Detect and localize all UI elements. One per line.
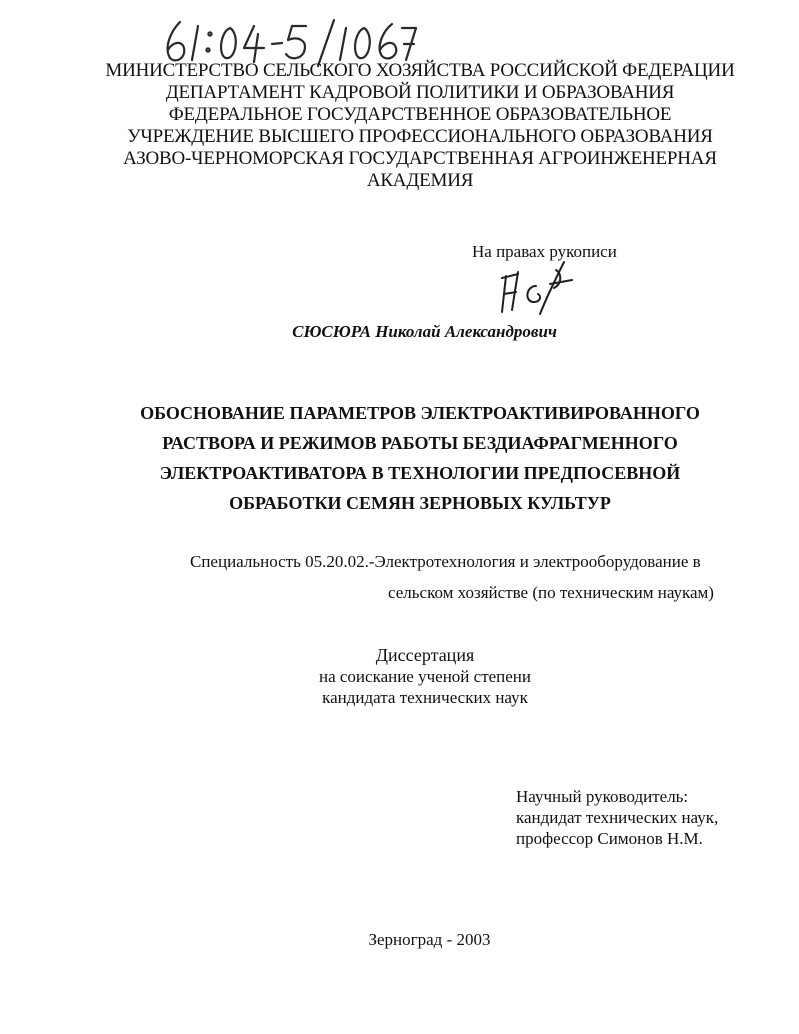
advisor-name: профессор Симонов Н.М. xyxy=(516,829,703,848)
dissertation-type-block xyxy=(225,645,625,708)
handwritten-signature xyxy=(496,258,576,318)
city-year-footer: Зерноград - 2003 xyxy=(368,930,491,949)
dissertation-title xyxy=(60,398,780,518)
dissertation-type: Диссертация xyxy=(375,645,475,665)
dissertation-purpose-line-1: на соискание ученой степени xyxy=(318,667,532,686)
organization-line: АКАДЕМИЯ xyxy=(366,170,474,191)
organization-line: УЧРЕЖДЕНИЕ ВЫСШЕГО ПРОФЕССИОНАЛЬНОГО ОБРАЗОВАНИЯ xyxy=(127,126,713,147)
organization-line: ФЕДЕРАЛЬНОЕ ГОСУДАРСТВЕННОЕ ОБРАЗОВАТЕЛЬНОЕ xyxy=(168,104,672,125)
title-line: РАСТВОРА И РЕЖИМОВ РАБОТЫ БЕЗДИАФРАГМЕННОГО xyxy=(162,433,678,453)
organization-header xyxy=(60,60,780,192)
organization-line: АЗОВО-ЧЕРНОМОРСКАЯ ГОСУДАРСТВЕННАЯ АГРОИНЖЕНЕРНАЯ xyxy=(123,148,717,169)
author-name: СЮСЮРА Николай Александрович xyxy=(292,322,557,341)
title-line: ЭЛЕКТРОАКТИВАТОРА В ТЕХНОЛОГИИ ПРЕДПОСЕВНОЙ xyxy=(159,463,681,483)
signature-drawing xyxy=(496,258,576,318)
advisor-degree: кандидат технических наук, xyxy=(516,808,719,827)
title-line: ОБРАБОТКИ СЕМЯН ЗЕРНОВЫХ КУЛЬТУР xyxy=(229,493,611,513)
organization-line: МИНИСТЕРСТВО СЕЛЬСКОГО ХОЗЯЙСТВА РОССИЙСКОЙ ФЕДЕРАЦИИ xyxy=(105,60,735,81)
specialty-line-2: сельском хозяйстве (по техническим наукам) xyxy=(388,583,714,602)
organization-line: ДЕПАРТАМЕНТ КАДРОВОЙ ПОЛИТИКИ И ОБРАЗОВАНИЯ xyxy=(165,82,675,103)
specialty-line-1: Специальность 05.20.02.-Электротехнология и электрооборудование в xyxy=(190,552,701,571)
rights-note: На правах рукописи xyxy=(472,242,617,261)
advisor-block xyxy=(516,786,718,849)
advisor-label: Научный руководитель: xyxy=(516,787,689,806)
title-line: ОБОСНОВАНИЕ ПАРАМЕТРОВ ЭЛЕКТРОАКТИВИРОВАННОГО xyxy=(140,403,700,423)
dissertation-purpose-line-2: кандидата технических наук xyxy=(322,688,528,707)
